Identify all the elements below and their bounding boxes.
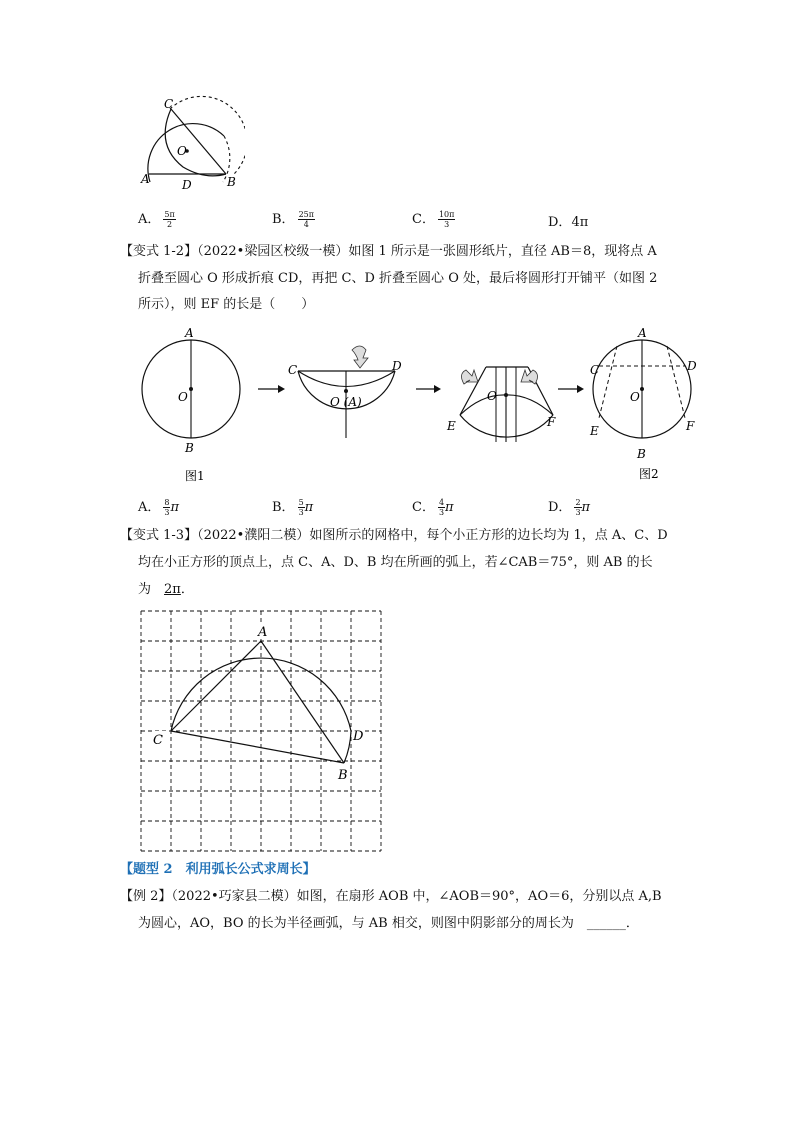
grid-label-d: D xyxy=(353,729,364,744)
q13-tag: 【变式 1-3】 xyxy=(120,528,198,543)
q12-choice-b: B． $\frac{5}{3}$ π xyxy=(272,498,314,517)
label-b: B xyxy=(227,175,236,189)
fig2-caption: 图2 xyxy=(639,467,659,481)
grid-label-c: C xyxy=(153,733,163,748)
ex2-blank: ______ xyxy=(586,916,626,931)
q13-line1: 【变式 1-3】（2022•濮阳二模）如图所示的网格中，每个小正方形的边长均为 1，点 A、C、D xyxy=(120,528,668,543)
svg-text:D: D xyxy=(687,359,697,373)
figure-grid-arc xyxy=(138,608,388,853)
q12-choice-c: C． $\frac{4}{3}$ π xyxy=(412,498,454,517)
choice-b: B． $\frac{25\pi}{4}$ xyxy=(272,210,314,229)
choice-d: D．4π xyxy=(548,215,589,230)
grid-label-a: A xyxy=(258,625,268,640)
q12-line3: 所示），则 EF 的长是（ ） xyxy=(138,297,315,312)
svg-text:O: O xyxy=(487,389,497,403)
q12-tag: 【变式 1-2】 xyxy=(120,244,198,259)
q12-choice-d: D． $\frac{2}{3}$ π xyxy=(548,498,591,517)
ex2-line2: 为圆心，AO，BO 的长为半径画弧，与 AB 相交，则图中阴影部分的周长为 ______． xyxy=(138,916,639,931)
svg-text:O: O xyxy=(630,390,640,404)
q12-line1: 【变式 1-2】（2022•梁园区校级一模）如图 1 所示是一张圆形纸片，直径 AB＝8，现将点 A xyxy=(120,244,657,259)
svg-text:F: F xyxy=(547,415,556,429)
choice-c: C． $\frac{10\pi}{3}$ xyxy=(412,210,455,229)
figure-folded-circle xyxy=(135,95,245,195)
svg-text:O: O xyxy=(178,390,188,404)
q13-answer: 2π xyxy=(164,582,181,597)
grid-label-b: B xyxy=(338,768,348,783)
label-c: C xyxy=(164,97,174,111)
q12-line2: 折叠至圆心 O 形成折痕 CD，再把 C、D 折叠至圆心 O 处，最后将圆形打开铺平（如图 2 xyxy=(138,271,658,286)
label-o: O xyxy=(177,144,187,158)
svg-text:A: A xyxy=(638,326,647,340)
label-d: D xyxy=(182,178,192,192)
svg-text:A: A xyxy=(185,326,194,340)
ex2-line1: 【例 2】（2022•巧家县二模）如图，在扇形 AOB 中，∠AOB＝90°，AO＝6，分别以点 A,B xyxy=(120,889,662,904)
svg-text:F: F xyxy=(686,419,695,433)
choice-a: A． $\frac{5\pi}{2}$ xyxy=(138,210,175,229)
svg-text:B: B xyxy=(637,447,646,461)
q12-choice-a: A． $\frac{8}{3}$ π xyxy=(138,498,180,517)
q13-line2: 均在小正方形的顶点上，点 C、A、D、B 均在所画的弧上，若∠CAB＝75°，则 AB 的长 xyxy=(138,555,653,570)
label-a: A xyxy=(141,172,150,186)
svg-text:C: C xyxy=(590,363,600,377)
svg-text:O (A): O (A) xyxy=(330,395,362,409)
q13-line3: 为 2π． xyxy=(138,582,194,597)
figure-fold-sequence xyxy=(130,322,730,487)
svg-text:B: B xyxy=(185,441,194,455)
fig1-caption: 图1 xyxy=(185,469,205,483)
svg-text:D: D xyxy=(392,359,402,373)
svg-text:C: C xyxy=(288,363,298,377)
svg-text:E: E xyxy=(447,419,456,433)
svg-text:E: E xyxy=(590,424,599,438)
type2-heading: 【题型 2 利用弧长公式求周长】 xyxy=(120,862,316,877)
